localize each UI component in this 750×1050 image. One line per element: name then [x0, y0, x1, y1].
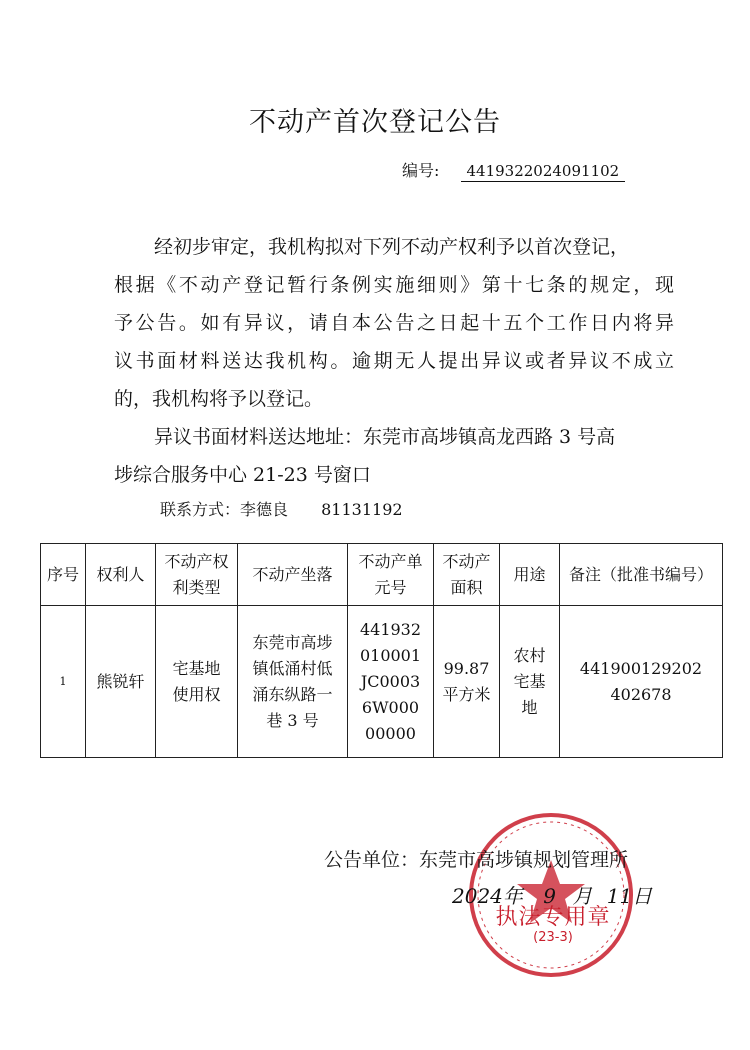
body-line: 埗综合服务中心 21-23 号窗口: [114, 464, 371, 486]
body-line: 的，我机构将予以登记。: [114, 388, 324, 410]
issue-date: [452, 880, 652, 909]
contact-info: [160, 497, 403, 520]
notice-title: 不动产首次登记公告: [249, 107, 501, 138]
cell-area-text: 99.87平方米: [442, 658, 491, 704]
table-row: [41, 606, 723, 758]
cell-right-type-text: 宅基地使用权: [172, 658, 221, 704]
registration-table: [40, 543, 723, 758]
body-line: 根据《不动产登记暂行条例实施细则》第十七条的规定，现: [114, 274, 674, 296]
cell-unit-no: [348, 606, 434, 758]
col-header-location: 不动产坐落: [238, 544, 348, 606]
date-year-unit: 年: [502, 884, 523, 908]
document-number: [402, 158, 625, 182]
cell-location: [238, 606, 348, 758]
cell-seq: 1: [41, 606, 86, 758]
col-header-right-type-text: 不动产权利类型: [164, 551, 229, 597]
contact-person: 联系方式：李德良: [160, 500, 289, 519]
col-header-area: [434, 544, 500, 606]
cell-remark-text: 441900129202402678: [579, 658, 703, 704]
cell-use: [500, 606, 560, 758]
col-header-owner: 权利人: [86, 544, 156, 606]
date-day: 11: [606, 884, 633, 908]
seal-code: (23-3): [533, 930, 573, 945]
col-header-remark: 备注（批准书编号）: [560, 544, 723, 606]
cell-location-text: 东莞市高埗镇低涌村低涌东纵路一巷 3 号: [252, 632, 333, 730]
date-year: 2024: [452, 884, 503, 908]
date-month-unit: 月: [572, 884, 593, 908]
body-line: 予公告。如有异议，请自本公告之日起十五个工作日内将异: [114, 312, 674, 334]
cell-unit-no-text: 441932010001JC00036W00000000: [359, 619, 422, 743]
date-month: 9: [543, 884, 556, 908]
document-number-label: 编号:: [402, 161, 440, 180]
body-line: 议书面材料送达我机构。逾期无人提出异议或者异议不成立: [114, 350, 674, 372]
document-number-value: 4419322024091102: [461, 162, 626, 182]
table-header-row: [41, 544, 723, 606]
issuer-line: 公告单位：东莞市高埗镇规划管理所: [324, 849, 629, 871]
col-header-unit-no: [348, 544, 434, 606]
cell-area: [434, 606, 500, 758]
cell-remark: [560, 606, 723, 758]
col-header-use: 用途: [500, 544, 560, 606]
cell-owner: 熊锐轩: [86, 606, 156, 758]
date-day-unit: 日: [632, 884, 653, 908]
contact-phone: 81131192: [321, 500, 403, 519]
col-header-unit-no-text: 不动产单元号: [358, 551, 423, 597]
seal-text: 执法专用章: [495, 905, 611, 930]
body-line: 异议书面材料送达地址：东莞市高埗镇高龙西路 3 号高: [154, 426, 616, 448]
notice-body: [114, 228, 674, 494]
col-header-right-type: [156, 544, 238, 606]
col-header-seq: 序号: [41, 544, 86, 606]
cell-use-text: 农村宅基地: [513, 645, 546, 717]
body-line: 经初步审定，我机构拟对下列不动产权利予以首次登记，: [154, 236, 630, 258]
col-header-area-text: 不动产面积: [442, 551, 491, 597]
cell-right-type: [156, 606, 238, 758]
